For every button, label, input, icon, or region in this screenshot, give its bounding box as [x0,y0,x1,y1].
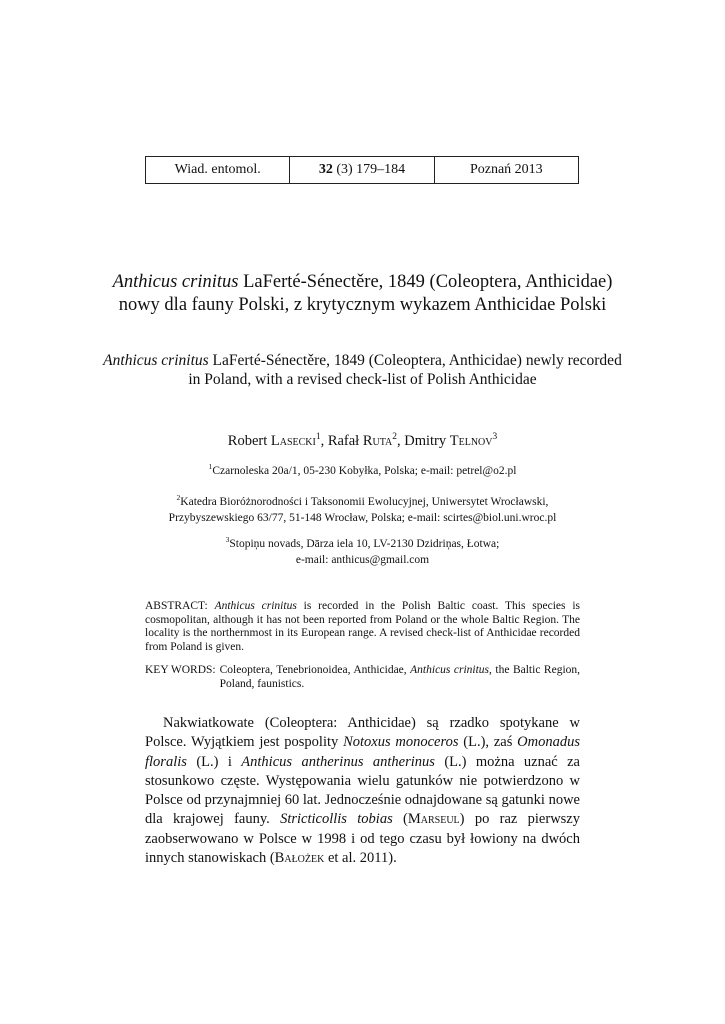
species-name: Stricticollis tobias [280,811,393,828]
title-polish-rest: LaFerté-Sénectěre, 1849 (Coleoptera, Anthicidae) nowy dla fauny Polski, z krytycznym wykazem Anthicidae Polski [118,272,613,315]
cited-author: Marseul [407,811,460,828]
affiliation-text: Przybyszewskiego 63/77, 51-148 Wrocław, Polska; e-mail: scirtes@biol.uni.wroc.pl [168,512,557,524]
author-separator: , [396,433,405,449]
keywords-species: Anthicus crinitus [410,664,490,676]
affiliation-text: e-mail: anthicus@gmail.com [295,554,430,566]
affiliation-mark: 1 [208,462,213,472]
title-polish [100,271,625,317]
species-name: Anthicus antherinus antherinus [241,753,435,770]
keywords-label: KEY WORDS: [145,664,216,676]
keywords-list: , the Baltic Region, Poland, faunistics. [219,664,581,690]
affiliation-text: Czarnoleska 20a/1, 05-230 Kobyłka, Polska; e-mail: petrel@o2.pl [212,465,517,477]
affiliation-3 [100,536,625,568]
issue-pages: (3) 179–184 [336,162,406,177]
keywords-text [220,664,580,691]
cited-author: Bałożek [274,850,325,867]
body-text: (L.), zaś [463,734,513,751]
species-name: Omonadus floralis [145,734,581,770]
title-english-rest: LaFerté-Sénectěre, 1849 (Coleoptera, Anthicidae) newly recorded in Poland, with a revised check-list of Polish Anthicidae [188,352,622,388]
affiliation-mark: 2 [176,493,181,503]
abstract [145,600,580,654]
author-last-name: Telnov [449,433,493,449]
title-english-species: Anthicus crinitus [103,352,209,369]
author [404,433,497,449]
author-first-name: Robert [227,433,268,449]
author [328,433,404,449]
body-text: Nakwiatkowate (Coleoptera: Anthicidae) są rzadko spotykane w Polsce. Wyjątkiem jest pospolity [145,715,580,751]
author-first-name: Dmitry [404,433,447,449]
volume-issue [290,157,434,183]
journal-name: Wiad. entomol. [146,157,290,183]
affiliation-text: Stopiņu novads, Dārza iela 10, LV-2130 Dzidriņas, Łotwa; [229,538,500,550]
body-text: (L.) można uznać za stosunkowo częste. Występowania wielu gatunków nie potwierdzono w Polsce od przynajmniej 60 lat. Jednocześnie odnajdowane są gatunki nowe dla krajowej fauny. [145,753,580,828]
keywords-list: Coleoptera, Tenebrionoidea, Anthicidae, [219,664,407,676]
species-name: Notoxus monoceros [343,734,459,751]
body-paragraph: Nakwiatkowate (Coleoptera: Anthicidae) są rzadko spotykane w Polsce. Wyjątkiem jest pospolity Notoxus monoceros (L.), zaś Omonadus floralis (L.) i Anthicus antherinus antherinus (L.) można uznać za stosunkowo częste. Występowania wielu gatunków nie potwierdzono w Polsce od przynajmniej 60 lat. Jednocześnie odnajdowane są gatunki nowe dla krajowej fauny. Stricticollis tobias (Marseul) po raz pierwszy zaobserwowano w Polsce w 1998 i od tego czasu był łowiony na dwóch innych stanowiskach (Bałożek et al. 2011). [145,715,581,867]
title-english [100,351,625,389]
abstract-text: is recorded in the Polish Baltic coast. This species is cosmopolitan, although it has not been reported from Poland or the whole Baltic Region. The locality is the northernmost in its European range. A revised check-list of Anthicidae recorded from Poland is given. [145,600,581,653]
title-polish-species: Anthicus crinitus [112,272,239,292]
author-separator: , [320,433,328,449]
author-first-name: Rafał [327,433,360,449]
keywords [145,664,580,691]
abstract-label: ABSTRACT: [145,600,208,612]
place-year: Poznań 2013 [469,162,543,177]
affiliation-2 [100,494,625,526]
body-text: (L.) i [196,753,232,770]
author-last-name: Lasecki [270,433,316,449]
affiliation-mark: 3 [225,535,230,545]
abstract-species: Anthicus crinitus [214,600,297,612]
author [228,433,328,449]
author-affiliation-mark: 2 [392,432,397,443]
body-text: po raz pierwszy zaobserwowano w Polsce w 1998 i od tego czasu był łowiony na dwóch innych stanowiskach ( [145,811,580,867]
author-list [100,433,625,450]
author-affiliation-mark: 1 [315,432,321,443]
journal-header [145,156,579,184]
author-last-name: Ruta [362,433,393,449]
affiliation-text: Katedra Bioróżnorodności i Taksonomii Ewolucyjnej, Uniwersytet Wrocławski, [180,496,549,508]
affiliation-1 [100,463,625,479]
body-text: et al. 2011). [327,850,397,867]
volume-number: 32 [318,162,333,177]
author-affiliation-mark: 3 [492,432,498,443]
